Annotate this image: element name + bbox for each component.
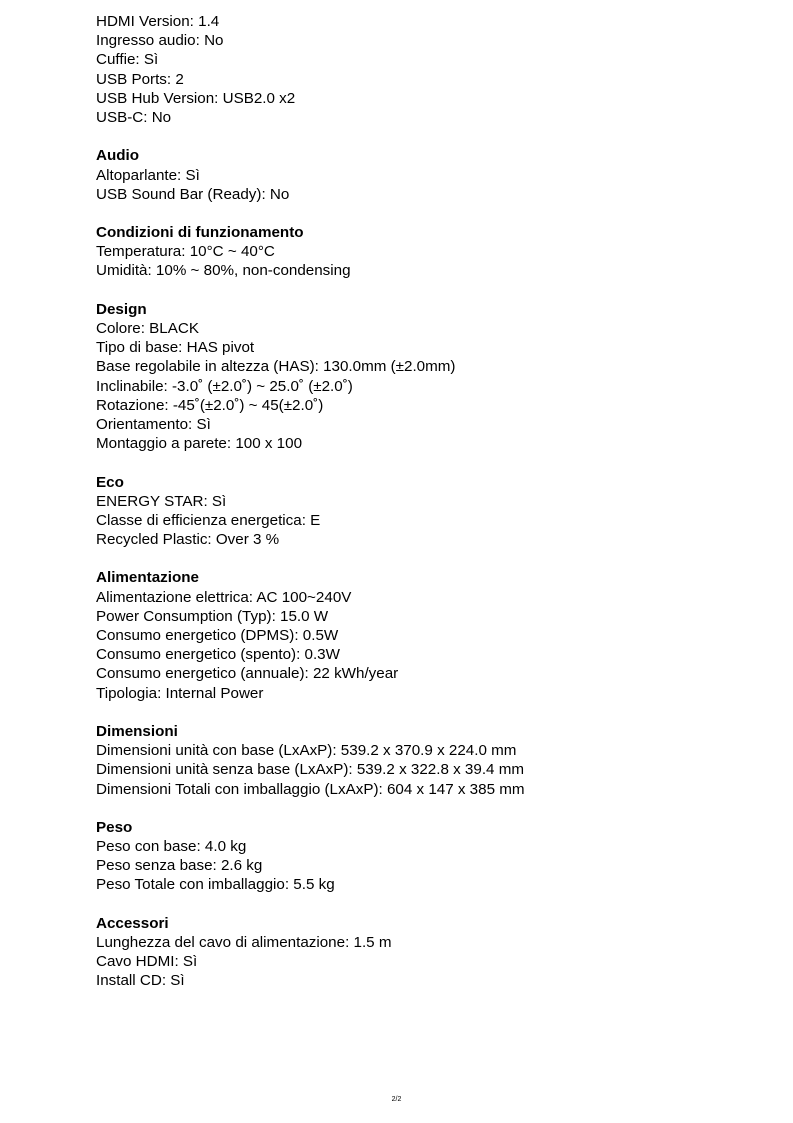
section-heading: Dimensioni bbox=[96, 722, 178, 740]
spec-line: Altoparlante: Sì bbox=[96, 166, 200, 184]
intro-block bbox=[96, 12, 756, 127]
section-heading: Condizioni di funzionamento bbox=[96, 224, 304, 242]
spec-line: Dimensioni unità senza base (LxAxP): 539.2 x 322.8 x 39.4 mm bbox=[96, 761, 525, 779]
spec-line: Recycled Plastic: Over 3 % bbox=[96, 531, 280, 549]
spec-line: ENERGY STAR: Sì bbox=[96, 492, 227, 510]
spec-line: Dimensioni Totali con imballaggio (LxAxP): 604 x 147 x 385 mm bbox=[96, 780, 525, 798]
section-spacer bbox=[96, 703, 756, 722]
page-number: 2/2 bbox=[391, 1096, 402, 1103]
spec-line: Umidità: 10% ~ 80%, non-condensing bbox=[96, 262, 351, 280]
spec-line: Temperatura: 10°C ~ 40°C bbox=[96, 243, 275, 261]
spec-line: Rotazione: -45˚(±2.0˚) ~ 45(±2.0˚) bbox=[96, 396, 324, 414]
spec-line: Alimentazione elettrica: AC 100~240V bbox=[96, 588, 352, 606]
section-spacer bbox=[96, 127, 756, 146]
section-power bbox=[96, 568, 756, 702]
section-spacer bbox=[96, 799, 756, 818]
section-spacer bbox=[96, 549, 756, 568]
section-heading: Alimentazione bbox=[96, 569, 199, 587]
spec-line: Colore: BLACK bbox=[96, 320, 199, 337]
section-heading: Eco bbox=[96, 473, 124, 491]
spec-line: Cavo HDMI: Sì bbox=[96, 953, 198, 971]
spec-line: Consumo energetico (DPMS): 0.5W bbox=[96, 627, 339, 644]
section-heading: Accessori bbox=[96, 914, 169, 932]
section-accessories bbox=[96, 914, 756, 991]
section-operating-conditions bbox=[96, 223, 756, 281]
spec-line: Install CD: Sì bbox=[96, 972, 185, 990]
section-audio bbox=[96, 146, 756, 204]
spec-line: USB Ports: 2 bbox=[96, 70, 184, 88]
section-spacer bbox=[96, 281, 756, 300]
spec-line: Classe di efficienza energetica: E bbox=[96, 511, 321, 529]
section-eco bbox=[96, 473, 756, 550]
spec-line: Lunghezza del cavo di alimentazione: 1.5 m bbox=[96, 934, 392, 951]
spec-line: Montaggio a parete: 100 x 100 bbox=[96, 435, 303, 453]
spec-line: Peso con base: 4.0 kg bbox=[96, 838, 247, 856]
spec-line: USB Sound Bar (Ready): No bbox=[96, 185, 290, 203]
spec-line: Consumo energetico (annuale): 22 kWh/year bbox=[96, 665, 399, 683]
spec-line: HDMI Version: 1.4 bbox=[96, 13, 220, 30]
spec-line: Ingresso audio: No bbox=[96, 32, 224, 50]
spec-line: USB Hub Version: USB2.0 x2 bbox=[96, 89, 296, 107]
spec-line: Power Consumption (Typ): 15.0 W bbox=[96, 607, 329, 625]
section-spacer bbox=[96, 895, 756, 914]
section-spacer bbox=[96, 453, 756, 472]
section-dimensions bbox=[96, 722, 756, 799]
spec-line: Tipo di base: HAS pivot bbox=[96, 339, 255, 357]
spec-line: Tipologia: Internal Power bbox=[96, 684, 264, 702]
spec-line: USB-C: No bbox=[96, 108, 172, 126]
spec-line: Peso senza base: 2.6 kg bbox=[96, 857, 263, 875]
spec-line: Consumo energetico (spento): 0.3W bbox=[96, 646, 340, 664]
section-weight bbox=[96, 818, 756, 895]
section-spacer bbox=[96, 204, 756, 223]
section-heading: Design bbox=[96, 300, 147, 318]
spec-line: Inclinabile: -3.0˚ (±2.0˚) ~ 25.0˚ (±2.0˚) bbox=[96, 377, 353, 395]
spec-line: Dimensioni unità con base (LxAxP): 539.2 x 370.9 x 224.0 mm bbox=[96, 742, 517, 760]
spec-line: Peso Totale con imballaggio: 5.5 kg bbox=[96, 876, 335, 894]
spec-line: Base regolabile in altezza (HAS): 130.0mm (±2.0mm) bbox=[96, 358, 456, 376]
spec-document bbox=[96, 12, 756, 991]
spec-line: Orientamento: Sì bbox=[96, 415, 211, 433]
spec-line: Cuffie: Sì bbox=[96, 51, 159, 69]
section-design bbox=[96, 300, 756, 454]
section-heading: Audio bbox=[96, 147, 140, 165]
section-heading: Peso bbox=[96, 818, 133, 836]
